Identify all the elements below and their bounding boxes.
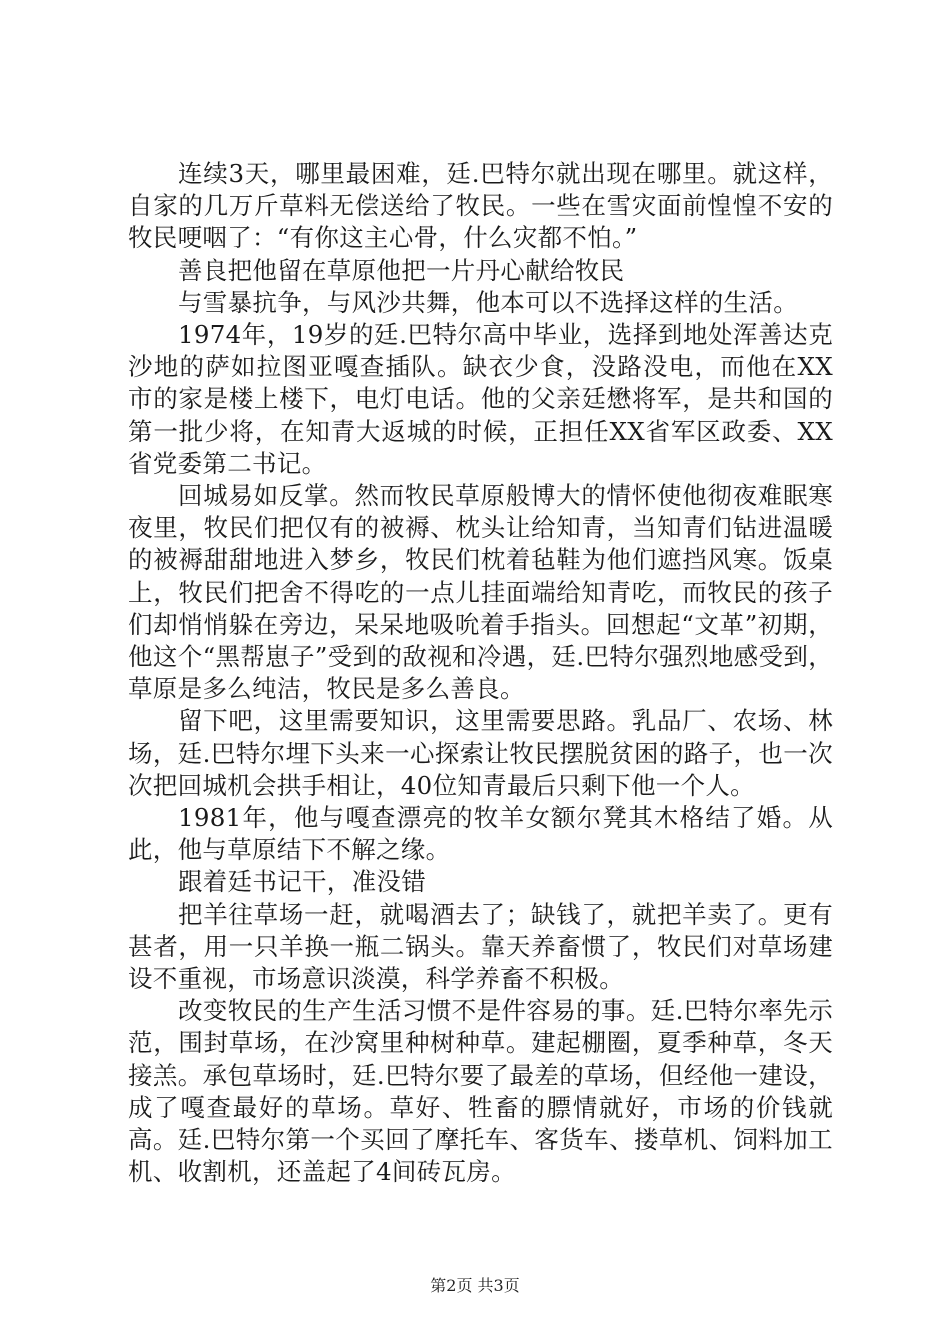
paragraph: 与雪暴抗争，与风沙共舞，他本可以不选择这样的生活。 [178, 287, 798, 317]
paragraph: 改变牧民的生产生活习惯不是件容易的事。廷.巴特尔率先示范，围封草场，在沙窝里种树种草。建起棚圈，夏季种草，冬天接羔。承包草场时，廷.巴特尔要了最差的草场，但经他一建设，成了嘎查最好的草场。草好、牲畜的膘情就好，市场的价钱就高。廷.巴特尔第一个买回了摩托车、客货车、搂草机、饲料加工机、收割机，还盖起了4间砖瓦房。 [128, 996, 833, 1187]
paragraph: 回城易如反掌。然而牧民草原般博大的情怀使他彻夜难眠寒夜里，牧民们把仅有的被褥、枕头让给知青，当知青们钻进温暖的被褥甜甜地进入梦乡，牧民们枕着毡鞋为他们遮挡风寒。饭桌上，牧民们把舍不得吃的一点儿挂面端给知青吃，而牧民的孩子们却悄悄躲在旁边，呆呆地吸吮着手指头。回想起“文革”初期，他这个“黑帮崽子”受到的敌视和冷遇，廷.巴特尔强烈地感受到，草原是多么纯洁，牧民是多么善良。 [128, 481, 833, 704]
paragraph: 留下吧，这里需要知识，这里需要思路。乳品厂、农场、林场，廷.巴特尔埋下头来一心探索让牧民摆脱贫困的路子，也一次次把回城机会拱手相让，40位知青最后只剩下他一个人。 [128, 706, 833, 800]
paragraph: 1981年，他与嘎查漂亮的牧羊女额尔凳其木格结了婚。从此，他与草原结下不解之缘。 [128, 803, 833, 865]
page-number-footer: 第2页 共3页 [430, 1276, 520, 1295]
paragraph: 把羊往草场一赶，就喝酒去了；缺钱了，就把羊卖了。更有甚者，用一只羊换一瓶二锅头。靠天养畜惯了，牧民们对草场建设不重视，市场意识淡漠，科学养畜不积极。 [128, 899, 833, 994]
paragraph: 1974年，19岁的廷.巴特尔高中毕业，选择到地处浑善达克沙地的萨如拉图亚嘎查插队。缺衣少食，没路没电，而他在XX市的家是楼上楼下，电灯电话。他的父亲廷懋将军，是共和国的第一批少将，在知青大返城的时候，正担任XX省军区政委、XX省党委第二书记。 [128, 320, 833, 478]
document-body [128, 158, 833, 1189]
section-heading: 善良把他留在草原他把一片丹心献给牧民 [178, 255, 625, 285]
section-heading: 跟着廷书记干，准没错 [178, 867, 426, 897]
paragraph: 连续3天，哪里最困难，廷.巴特尔就出现在哪里。就这样，自家的几万斤草料无偿送给了牧民。一些在雪灾面前惶惶不安的牧民哽咽了：“有你这主心骨，什么灾都不怕。” [128, 159, 833, 253]
